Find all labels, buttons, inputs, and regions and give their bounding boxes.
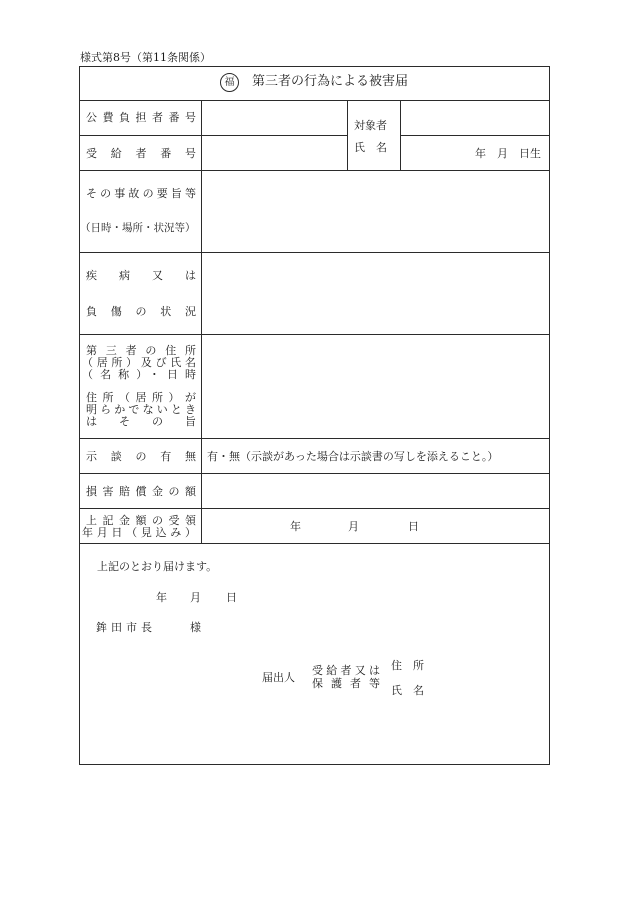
receipt-day: 日 [408,520,419,533]
form-title: 第三者の行為による被害届 [252,74,409,89]
third-party-label: 住所（居所）が [86,391,196,404]
third-party-field[interactable] [202,335,549,438]
receipt-year: 年 [290,520,301,533]
subject-name-field[interactable] [401,101,549,135]
accident-summary-label: その事故の要旨等 [86,187,196,200]
divider [79,508,550,509]
receipt-month: 月 [348,520,359,533]
settlement-label: 示談の有無 [86,450,196,463]
addressee: 鉾田市長 [96,621,156,634]
divider [79,543,550,544]
illness-label: 疾病又は [86,269,196,282]
accident-summary-field[interactable] [202,171,549,252]
third-party-label: 第三者の住所 [86,344,196,357]
public-payer-number-label: 公費負担者番号 [86,111,196,124]
addressee-honorific: 様 [190,621,201,634]
divider [347,100,348,170]
notifier-type: 受給者又は [312,664,380,677]
birth-date-suffix: 年 月 日生 [475,147,541,160]
declaration-statement: 上記のとおり届けます。 [97,560,218,573]
recipient-number-label: 受給者番号 [86,147,196,160]
subject-label: 対象者 [354,119,387,132]
notifier-name-field[interactable] [430,680,545,698]
damages-amount-field[interactable] [202,474,549,508]
receipt-date-label: 年月日（見込み） [82,526,196,539]
third-party-label: （名称）・日時 [82,368,196,381]
recipient-number-field[interactable] [202,136,347,170]
notifier-label: 届出人 [262,671,295,684]
settlement-value[interactable]: 有・無（示談があった場合は示談書の写しを添えること。） [207,450,499,463]
third-party-label: 明らかでないとき [86,403,196,416]
name-label: 氏 名 [391,684,424,697]
declaration-day: 日 [226,591,237,604]
divider [79,438,550,439]
subject-name-label: 氏 名 [354,141,387,154]
declaration-year: 年 [156,591,167,604]
notifier-address-field[interactable] [430,655,545,673]
form-number: 様式第8号（第11条関係） [80,51,211,64]
third-party-label: はその旨 [86,415,196,428]
receipt-date-label: 上記金額の受領 [86,514,196,527]
notifier-type: 保護者等 [312,677,380,690]
declaration-month: 月 [190,591,201,604]
injury-status-label: 負傷の状況 [86,305,196,318]
divider [400,135,550,136]
public-payer-number-field[interactable] [202,101,347,135]
accident-summary-sublabel: （日時・場所・状況等） [80,222,196,234]
address-label: 住 所 [391,659,424,672]
third-party-label: （居所）及び氏名 [82,356,196,369]
illness-field[interactable] [202,253,549,334]
welfare-stamp-icon: 福 [220,73,239,92]
damages-amount-label: 損害賠償金の額 [86,485,196,498]
